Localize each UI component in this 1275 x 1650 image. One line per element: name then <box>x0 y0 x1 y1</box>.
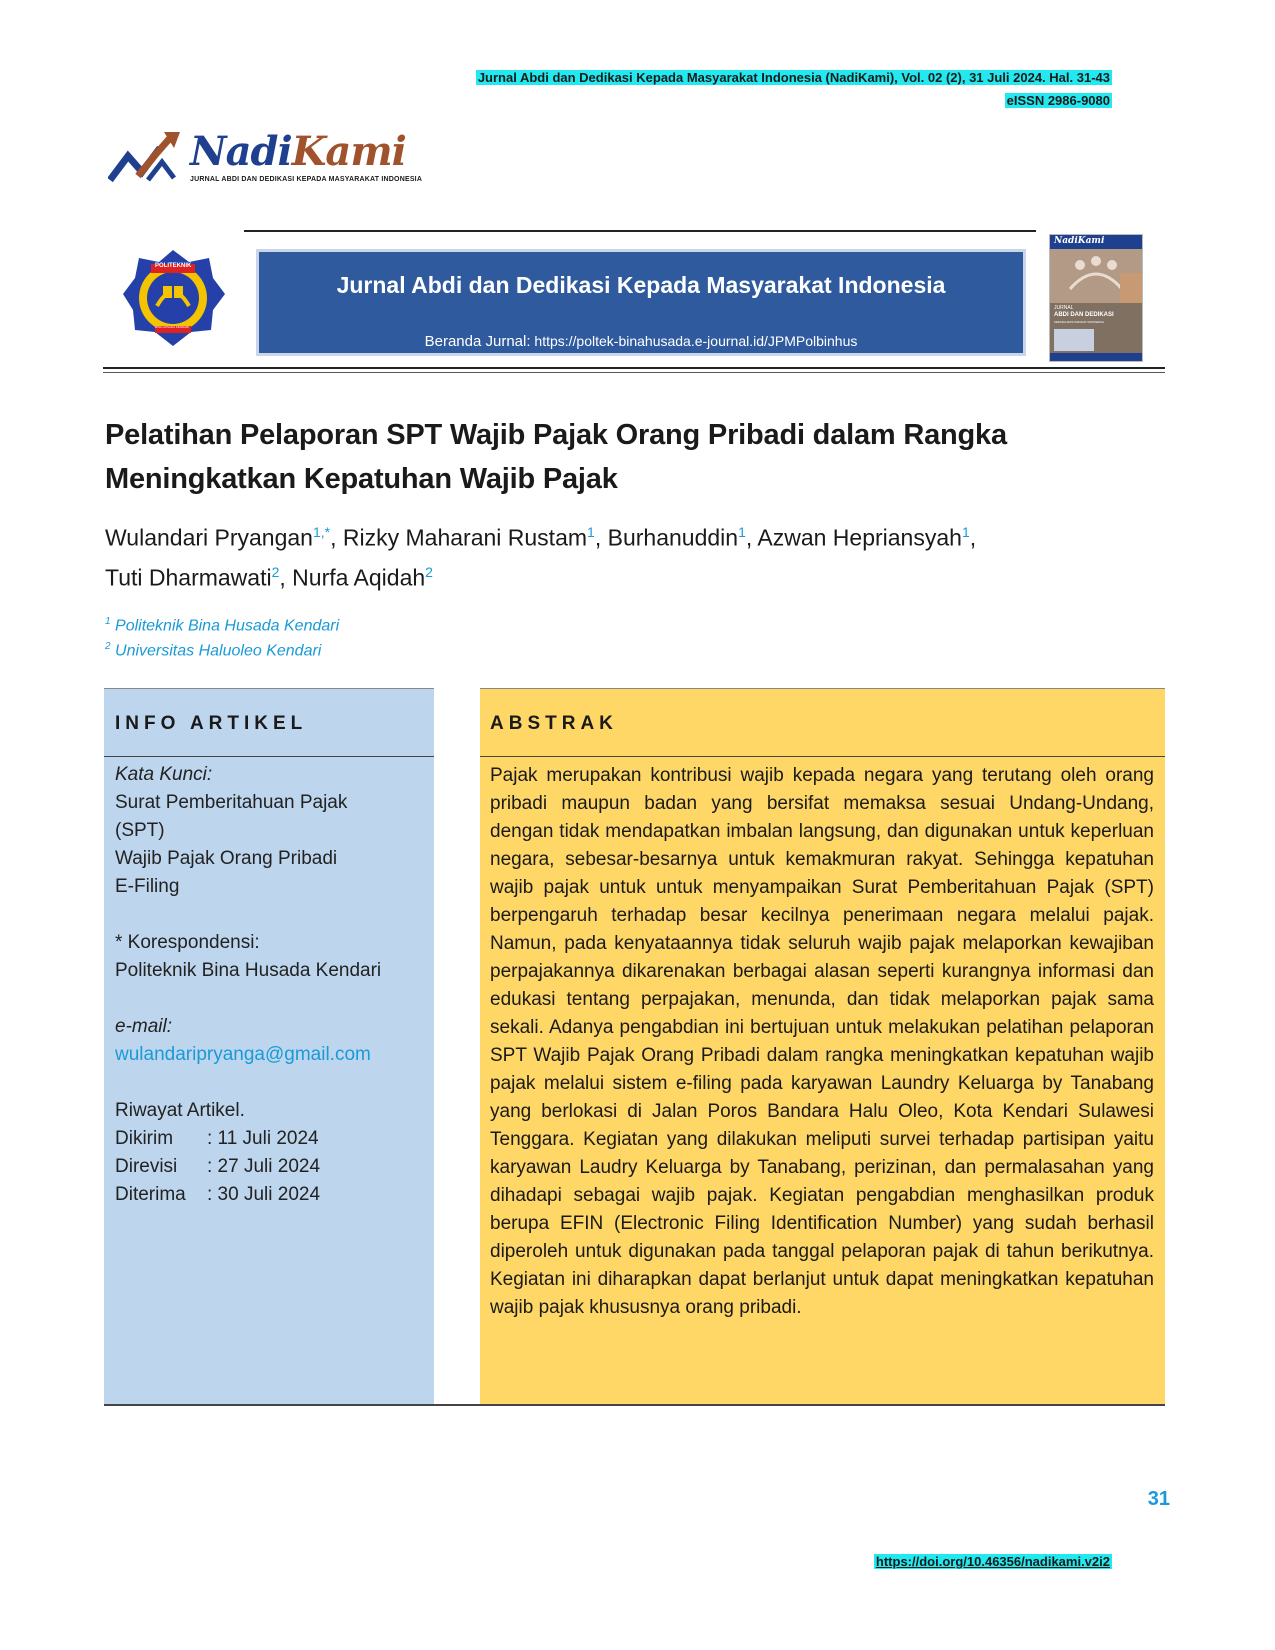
info-heading-rule <box>104 756 434 757</box>
eissn-header <box>1005 92 1112 110</box>
panels-bottom-rule <box>104 1404 1165 1406</box>
email-link[interactable]: wulandaripryanga@gmail.com <box>115 1044 371 1065</box>
abstract-text: Pajak merupakan kontribusi wajib kepada negara yang terutang oleh orang pribadi maupun badan yang bersifat memaksa sesuai Undang-Undang, dengan tidak mendapatkan imbalan langsung, dan digunakan untuk keperluan negara, sebesar-besarnya untuk kemakmuran rakyat. Sehingga kepatuhan wajib pajak untuk untuk menyampaikan Surat Pemberitahuan Pajak (SPT) berpengaruh terhadap besar kecilnya penerimaan negara melalui pajak. Namun, pada kenyataannya tidak seluruh wajib pajak melaporkan kewajiban perpajakannya dikarenakan berbagai alasan seperti kurangnya informasi dan edukasi tentang perpajakan, menunda, dan tidak melaporkan pajak sama sekali. Adanya pengabdian ini bertujuan untuk melakukan pelatihan pelaporan SPT Wajib Pajak Orang Pribadi dalam rangka meningkatkan kepatuhan wajib pajak melalui sistem e-filing pada karyawan Laundry Keluarga by Tanabang yang berlokasi di Jalan Poros Bandara Halu Oleo, Kota Kendari Sulawesi Tenggara. Kegiatan yang dilakukan meliputi survei terhadap partisipan yaitu karyawan Laudry Keluarga by Tanabang, perizinan, dan permalasahan yang dihadapi sebagai wajib pajak. Kegiatan pengabdian menghasilkan produk berupa EFIN (Electronic Filing Identification Number) yang sudah berhasil diperoleh untuk digunakan pada tanggal pelaporan pajak di tahun berikutnya. Kegiatan ini diharapkan dapat berlanjut untuk dapat meningkatkan kepatuhan wajib pajak khususnya orang pribadi. <box>490 765 1154 1318</box>
correspondence-value: Politeknik Bina Husada Kendari <box>115 960 382 981</box>
emblem-text: POLITEKNIK <box>155 263 192 269</box>
journal-banner <box>256 249 1026 356</box>
author-affiliation-mark: 2 <box>271 563 280 580</box>
homepage-label: Beranda Jurnal: <box>424 333 531 350</box>
doi-link[interactable]: https://doi.org/10.46356/nadikami.v2i2 <box>875 1554 1110 1569</box>
banner-bottom-rule-thin <box>103 372 1165 373</box>
article-title: Pelatihan Pelaporan SPT Wajib Pajak Orang Pribadi dalam Rangka Meningkatkan Kepatuhan Wajib Pajak <box>105 419 1007 495</box>
page-number: 31 <box>1147 1488 1170 1510</box>
banner-title: Jurnal Abdi dan Dedikasi Kepada Masyarakat Indonesia <box>336 272 946 298</box>
keyword-item: Surat Pemberitahuan Pajak <box>115 792 348 813</box>
keywords-label: Kata Kunci: <box>115 764 213 785</box>
author-list <box>105 515 1165 594</box>
history-value: : 30 Juli 2024 <box>207 1184 321 1205</box>
history-key: Dikirim <box>115 1128 174 1149</box>
author-separator: , <box>969 524 977 551</box>
logo-brand-part1: Nadi <box>190 128 292 175</box>
abstract-heading-rule <box>480 756 1165 757</box>
nadikami-logo <box>108 128 423 192</box>
abstract-panel-top-border <box>480 688 1165 689</box>
keyword-item: (SPT) <box>115 820 165 841</box>
cover-line1: JURNAL <box>1054 305 1074 311</box>
history-label: Riwayat Artikel. <box>115 1100 245 1121</box>
politeknik-emblem <box>121 248 226 348</box>
history-value: : 11 Juli 2024 <box>207 1128 319 1149</box>
author-name: Burhanuddin <box>607 524 739 551</box>
affiliation-mark: 2 <box>105 641 111 653</box>
cover-line2: ABDI DAN DEDIKASI <box>1054 312 1114 318</box>
author-name: Rizky Maharani Rustam <box>342 524 588 551</box>
author-name: Wulandari Pryangan <box>105 524 313 551</box>
affiliation-mark: 1 <box>105 616 111 627</box>
correspondence-label: * Korespondensi: <box>115 932 260 953</box>
banner-homepage <box>259 333 1023 350</box>
mountain-arrow-icon <box>108 132 190 184</box>
author-separator: , <box>330 524 343 551</box>
info-panel-top-border <box>104 688 434 689</box>
cover-image <box>1050 249 1142 303</box>
affiliation-item <box>105 611 339 636</box>
history-key: Direvisi <box>115 1156 178 1177</box>
history-row <box>115 1125 430 1153</box>
history-value: : 27 Juli 2024 <box>207 1156 321 1177</box>
author-affiliation-mark: 1,* <box>312 524 331 540</box>
history-row <box>115 1153 430 1181</box>
author-affiliation-mark: 1 <box>587 524 595 540</box>
author-name: Azwan Hepriansyah <box>757 524 962 551</box>
author-separator: , <box>745 524 758 551</box>
history-row <box>115 1181 430 1209</box>
doi-footer <box>874 1553 1112 1571</box>
affiliation-list <box>105 611 339 662</box>
author-name: Nurfa Aqidah <box>292 564 426 591</box>
keyword-item: E-Filing <box>115 876 180 897</box>
abstract-heading: ABSTRAK <box>490 713 618 734</box>
journal-citation-text: Jurnal Abdi dan Dedikasi Kepada Masyarakat Indonesia (NadiKami), Vol. 02 (2), 31 Juli 2024. Hal. 31-43 <box>477 70 1110 85</box>
eissn-text: eISSN 2986-9080 <box>1006 93 1110 108</box>
journal-cover-thumbnail <box>1049 234 1143 362</box>
cover-line3: KEPADA MASYARAKAT INDONESIA <box>1054 320 1104 324</box>
spacer <box>115 901 430 929</box>
homepage-link[interactable]: https://poltek-binahusada.e-journal.id/JPMPolbinhus <box>534 333 858 349</box>
keyword-item: Wajib Pajak Orang Pribadi <box>115 848 338 869</box>
affiliation-item <box>105 636 339 661</box>
cover-thumbnails <box>1054 329 1094 351</box>
affiliation-name: Universitas Haluoleo Kendari <box>115 642 322 660</box>
author-affiliation-mark: 2 <box>425 563 433 580</box>
spacer <box>115 985 430 1013</box>
author-name: Tuti Dharmawati <box>105 564 272 591</box>
author-affiliation-mark: 1 <box>961 524 970 540</box>
logo-brand <box>190 128 406 175</box>
info-content <box>115 761 430 1209</box>
email-label: e-mail: <box>115 1016 173 1037</box>
author-affiliation-mark: 1 <box>738 524 746 540</box>
emblem-bottom-text: BINA HUSADA KENDARI <box>155 325 190 329</box>
author-separator: , <box>279 564 293 591</box>
info-heading: INFO ARTIKEL <box>115 713 308 734</box>
cover-bottom-band <box>1050 353 1142 361</box>
banner-top-rule <box>244 230 1036 232</box>
history-key: Diterima <box>115 1184 186 1205</box>
banner-bottom-rule <box>103 367 1165 369</box>
affiliation-name: Politeknik Bina Husada Kendari <box>115 617 340 635</box>
logo-brand-part2: Kami <box>291 128 406 175</box>
author-separator: , <box>594 524 608 551</box>
cover-logo: NadiKami <box>1054 236 1105 246</box>
logo-tagline: JURNAL ABDI DAN DEDIKASI KEPADA MASYARAKAT INDONESIA <box>190 176 423 183</box>
journal-citation-header <box>476 69 1112 87</box>
spacer <box>115 1069 430 1097</box>
